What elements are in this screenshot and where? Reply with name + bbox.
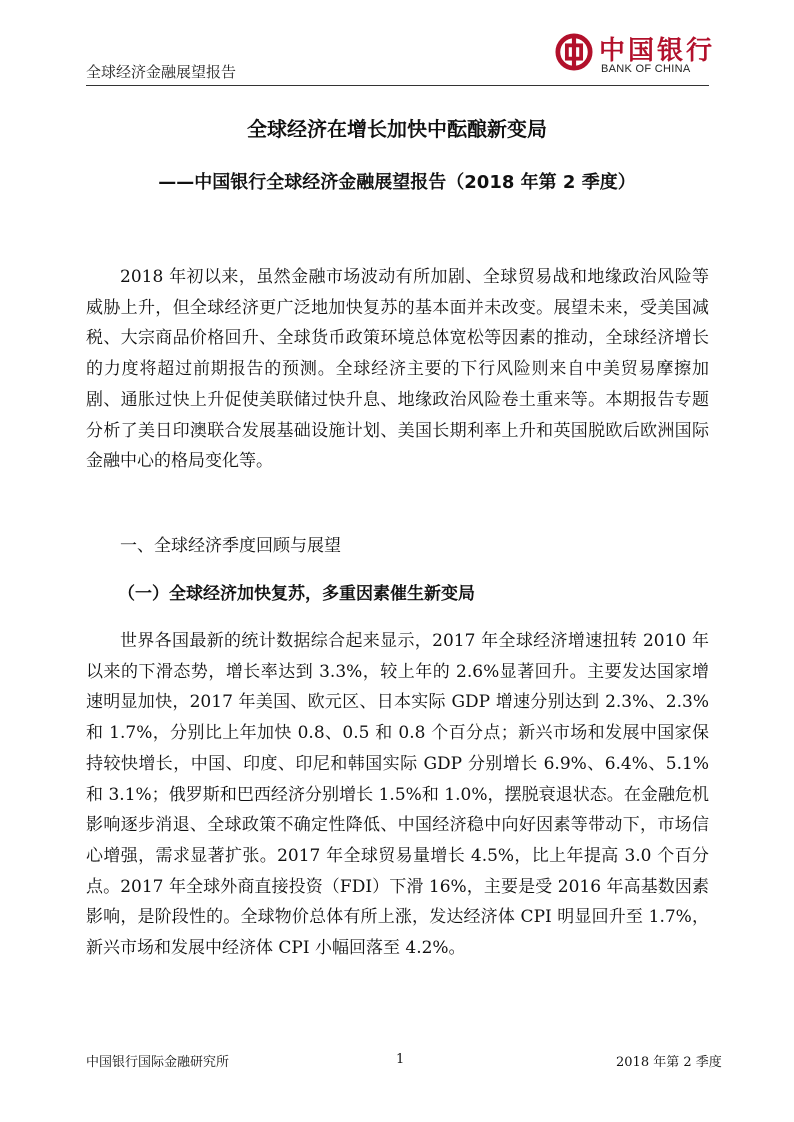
- header-report-title: 全球经济金融展望报告: [86, 63, 237, 81]
- header-divider: [86, 85, 709, 86]
- logo-english-name: BANK OF CHINA: [601, 63, 691, 75]
- body-paragraph: 世界各国最新的统计数据综合起来显示，2017 年全球经济增速扭转 2010 年以来的下滑态势，增长率达到 3.3%，较上年的 2.6%显著回升。主要发达国家增速明显加快，2017 年美国、欧元区、日本实际 GDP 增速分别达到 2.3%、2.3%和 1.7%，分别比上年加快 0.8、0.5 和 0.8 个百分点；新兴市场和发展中国家保持较快增长，中国、印度、印尼和韩国实际 GDP 分别增长 6.9%、6.4%、5.1%和 3.1%；俄罗斯和巴西经济分别增长 1.5%和 1.0%，摆脱衰退状态。在金融危机影响逐步消退、全球政策不确定性降低、中国经济稳中向好因素等带动下，市场信心增强，需求显著扩张。2017 年全球贸易量增长 4.5%，比上年提高 3.0 个百分点。2017 年全球外商直接投资（FDI）下滑 16%，主要是受 2016 年高基数因素影响，是阶段性的。全球物价总体有所上涨，发达经济体 CPI 明显回升至 1.7%，新兴市场和发展中经济体 CPI 小幅回落至 4.2%。: [86, 631, 709, 959]
- footer-organization: 中国银行国际金融研究所: [86, 1055, 230, 1070]
- bank-logo: [555, 29, 715, 79]
- bank-of-china-emblem-icon: [555, 33, 593, 71]
- logo-chinese-name: 中国银行: [599, 36, 716, 66]
- subsection-heading: （一）全球经济加快复苏，多重因素催生新变局: [118, 584, 475, 604]
- document-subtitle: ——中国银行全球经济金融展望报告（2018 年第 2 季度）: [158, 172, 636, 193]
- document-title: 全球经济在增长加快中酝酿新变局: [247, 117, 547, 141]
- section-heading: 一、全球经济季度回顾与展望: [120, 536, 341, 556]
- footer-period: 2018 年第 2 季度: [616, 1055, 722, 1070]
- intro-paragraph: 2018 年初以来，虽然金融市场波动有所加剧、全球贸易战和地缘政治风险等威胁上升，但全球经济更广泛地加快复苏的基本面并未改变。展望未来，受美国减税、大宗商品价格回升、全球货币政策环境总体宽松等因素的推动，全球经济增长的力度将超过前期报告的预测。全球经济主要的下行风险则来自中美贸易摩擦加剧、通胀过快上升促使美联储过快升息、地缘政治风险卷土重来等。本期报告专题分析了美日印澳联合发展基础设施计划、美国长期利率上升和英国脱欧后欧洲国际金融中心的格局变化等。: [86, 267, 709, 472]
- footer-page-number: 1: [396, 1052, 405, 1067]
